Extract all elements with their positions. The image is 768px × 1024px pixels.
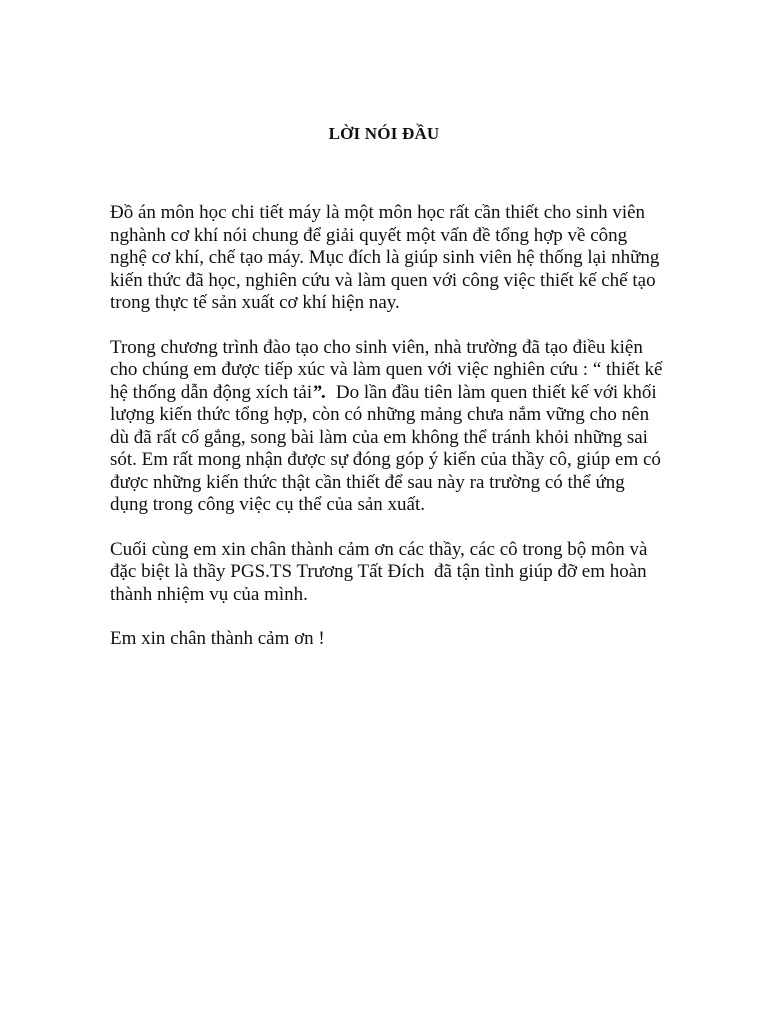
text-line: Đồ án môn học chi tiết máy là một môn học rất cần thiết cho sinh viên [110, 202, 646, 223]
text-line: sót. Em rất mong nhận được sự đóng góp ý kiến của thầy cô, giúp em có [110, 449, 661, 470]
text-line: dù đã rất cố gắng, song bài làm của em không thể tránh khỏi những sai [110, 426, 648, 448]
text-line: nghành cơ khí nói chung để giải quyết một vấn đề tổng hợp về công [110, 224, 628, 246]
text-line: trong thực tế sản xuất cơ khí hiện nay. [110, 292, 400, 313]
text-line: đặc biệt là thầy PGS.TS Trương Tất Đích đã tận tình giúp đỡ em hoàn [110, 561, 647, 582]
document-title: LỜI NÓI ĐẦU [328, 124, 440, 143]
text-line: Cuối cùng em xin chân thành cảm ơn các thầy, các cô trong bộ môn và [110, 538, 648, 560]
closing-quote: ”. [312, 381, 327, 403]
text-segment: Do lần đầu tiên làm quen thiết kế với khối [326, 381, 657, 403]
text-line: cho chúng em được tiếp xúc và làm quen với việc nghiên cứu : “ thiết kế [110, 359, 663, 380]
text-line: thành nhiệm vụ của mình. [110, 583, 308, 605]
paragraph-thanks [110, 539, 715, 607]
text-line: được những kiến thức thật cần thiết để sau này ra trường có thể ứng [110, 471, 625, 493]
document-body [110, 202, 715, 673]
text-segment: hệ thống dẫn động xích tải [110, 381, 313, 403]
paragraph-closing [110, 628, 715, 651]
text-line: dụng trong công việc cụ thể của sản xuất. [110, 494, 425, 515]
paragraph-training [110, 337, 715, 517]
paragraph-intro [110, 202, 715, 315]
text-line: lượng kiến thức tổng hợp, còn có những mảng chưa nắm vững cho nên [110, 404, 650, 425]
text-line: kiến thức đã học, nghiên cứu và làm quen với công việc thiết kế chế tạo [110, 269, 656, 291]
text-line: Em xin chân thành cảm ơn ! [110, 628, 325, 649]
text-line: nghệ cơ khí, chế tạo máy. Mục đích là giúp sinh viên hệ thống lại những [110, 247, 660, 268]
text-line [110, 382, 715, 405]
text-line: Trong chương trình đào tạo cho sinh viên, nhà trường đã tạo điều kiện [110, 336, 643, 358]
